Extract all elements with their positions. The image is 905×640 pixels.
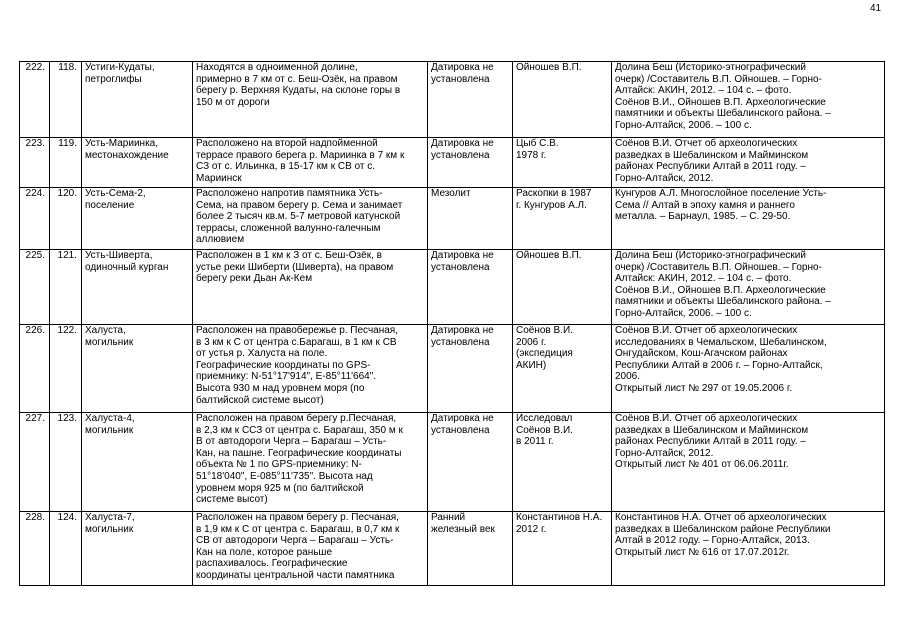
row-number: 222. bbox=[20, 62, 50, 138]
row-subnumber: 121. bbox=[50, 250, 82, 325]
row-subnumber: 123. bbox=[50, 413, 82, 512]
row-subnumber: 124. bbox=[50, 512, 82, 586]
monument-name: Халуста, могильник bbox=[82, 325, 193, 413]
page-number: 41 bbox=[870, 3, 882, 14]
row-subnumber: 119. bbox=[50, 138, 82, 188]
row-subnumber: 118. bbox=[50, 62, 82, 138]
monument-location: Расположен в 1 км к З от с. Беш-Озёк, в устье реки Шиберти (Шиверта), на правом берегу реки Дьан Ак-Кем bbox=[193, 250, 428, 325]
monument-researcher: Константинов Н.А. 2012 г. bbox=[513, 512, 612, 586]
monument-location: Находятся в одноименной долине, примерно в 7 км от с. Беш-Озёк, на правом берегу р. Верхняя Кудаты, на склоне горы в 150 м от дороги bbox=[193, 62, 428, 138]
monument-source: Кунгуров А.Л. Многослойное поселение Усть- Сема // Алтай в эпоху камня и раннего металла. – Барнаул, 1985. – С. 29-50. bbox=[612, 188, 885, 250]
monument-dating: Датировка не установлена bbox=[428, 62, 513, 138]
monument-researcher: Раскопки в 1987 г. Кунгуров А.Л. bbox=[513, 188, 612, 250]
table-row bbox=[20, 413, 885, 512]
monument-name: Усть-Мариинка, местонахождение bbox=[82, 138, 193, 188]
table-row bbox=[20, 512, 885, 586]
monument-name: Халуста-4, могильник bbox=[82, 413, 193, 512]
table-row bbox=[20, 325, 885, 413]
monument-dating: Датировка не установлена bbox=[428, 250, 513, 325]
monument-dating: Мезолит bbox=[428, 188, 513, 250]
monument-source: Долина Беш (Историко-этнографический очерк) /Составитель В.П. Ойношев. – Горно- Алтайск: АКИН, 2012. – 104 с. – фото. Соёнов В.И., Ойношев В.П. Археологические памятники и объекты Шебалинского района. – Горно-Алтайск, 2006. – 100 с. bbox=[612, 62, 885, 138]
row-number: 225. bbox=[20, 250, 50, 325]
monument-dating: Датировка не установлена bbox=[428, 413, 513, 512]
monument-researcher: Соёнов В.И. 2006 г. (экспедиция АКИН) bbox=[513, 325, 612, 413]
row-number: 228. bbox=[20, 512, 50, 586]
row-number: 227. bbox=[20, 413, 50, 512]
table-row bbox=[20, 62, 885, 138]
table-row bbox=[20, 138, 885, 188]
monument-location: Расположено на второй надпойменной террасе правого берега р. Мариинка в 7 км к СЗ от с. Ильинка, в 15-17 км к СВ от с. Мариинск bbox=[193, 138, 428, 188]
monument-researcher: Ойношев В.П. bbox=[513, 62, 612, 138]
monument-location: Расположен на правом берегу р.Песчаная, в 2,3 км к ССЗ от центра с. Барагаш, 350 м к В от автодороги Черга – Барагаш – Усть- Кан, на пашне. Географические координаты объекта № 1 по GPS-приемнику: N- 51°18'040", E-085°11'735". Высота над уровнем моря 925 м (по балтийской системе высот) bbox=[193, 413, 428, 512]
row-subnumber: 122. bbox=[50, 325, 82, 413]
monument-location: Расположено напротив памятника Усть- Сема, на правом берегу р. Сема и занимает более 2 тысяч кв.м. 5-7 метровой катунской террасы, сложенной валунно-галечным аллювием bbox=[193, 188, 428, 250]
monument-name: Устиги-Кудаты, петроглифы bbox=[82, 62, 193, 138]
table-row bbox=[20, 188, 885, 250]
monument-dating: Ранний железный век bbox=[428, 512, 513, 586]
monument-name: Усть-Шиверта, одиночный курган bbox=[82, 250, 193, 325]
row-number: 226. bbox=[20, 325, 50, 413]
row-number: 224. bbox=[20, 188, 50, 250]
monument-researcher: Исследовал Соёнов В.И. в 2011 г. bbox=[513, 413, 612, 512]
row-number: 223. bbox=[20, 138, 50, 188]
monument-dating: Датировка не установлена bbox=[428, 138, 513, 188]
monument-location: Расположен на правобережье р. Песчаная, в 3 км к С от центра с.Барагаш, в 1 км к СВ от устья р. Халуста на поле. Географические координаты по GPS- приемнику: N-51°17'914", E-85°11'664". Высота 930 м над уровнем моря (по балтийской системе высот) bbox=[193, 325, 428, 413]
monument-source: Соёнов В.И. Отчет об археологических разведках в Шебалинском и Майминском районах Республики Алтай в 2011 году. – Горно-Алтайск, 2012. Открытый лист № 401 от 06.06.2011г. bbox=[612, 413, 885, 512]
monument-location: Расположен на правом берегу р. Песчаная, в 1,9 км к С от центра с. Барагаш, в 0,7 км к СВ от автодороги Черга – Барагаш – Усть- Кан на поле, которое раньше распахивалось. Географические координаты центральной части памятника bbox=[193, 512, 428, 586]
monument-source: Долина Беш (Историко-этнографический очерк) /Составитель В.П. Ойношев. – Горно- Алтайск: АКИН, 2012. – 104 с. – фото. Соёнов В.И., Ойношев В.П. Археологические памятники и объекты Шебалинского района. – Горно-Алтайск, 2006. – 100 с. bbox=[612, 250, 885, 325]
monument-researcher: Ойношев В.П. bbox=[513, 250, 612, 325]
table-row bbox=[20, 250, 885, 325]
monument-name: Усть-Сема-2, поселение bbox=[82, 188, 193, 250]
monument-dating: Датировка не установлена bbox=[428, 325, 513, 413]
monument-source: Соёнов В.И. Отчет об археологических разведках в Шебалинском и Майминском районах Республики Алтай в 2011 году. – Горно-Алтайск, 2012. bbox=[612, 138, 885, 188]
monuments-table bbox=[19, 61, 885, 586]
monument-source: Константинов Н.А. Отчет об археологических разведках в Шебалинском районе Республики Алтай в 2012 году. – Горно-Алтайск, 2013. Открытый лист № 616 от 17.07.2012г. bbox=[612, 512, 885, 586]
monument-source: Соёнов В.И. Отчет об археологических исследованиях в Чемальском, Шебалинском, Онгудайском, Кош-Агачском районах Республики Алтай в 2006 г. – Горно-Алтайск, 2006. Открытый лист № 297 от 19.05.2006 г. bbox=[612, 325, 885, 413]
monument-researcher: Цыб С.В. 1978 г. bbox=[513, 138, 612, 188]
monument-name: Халуста-7, могильник bbox=[82, 512, 193, 586]
row-subnumber: 120. bbox=[50, 188, 82, 250]
